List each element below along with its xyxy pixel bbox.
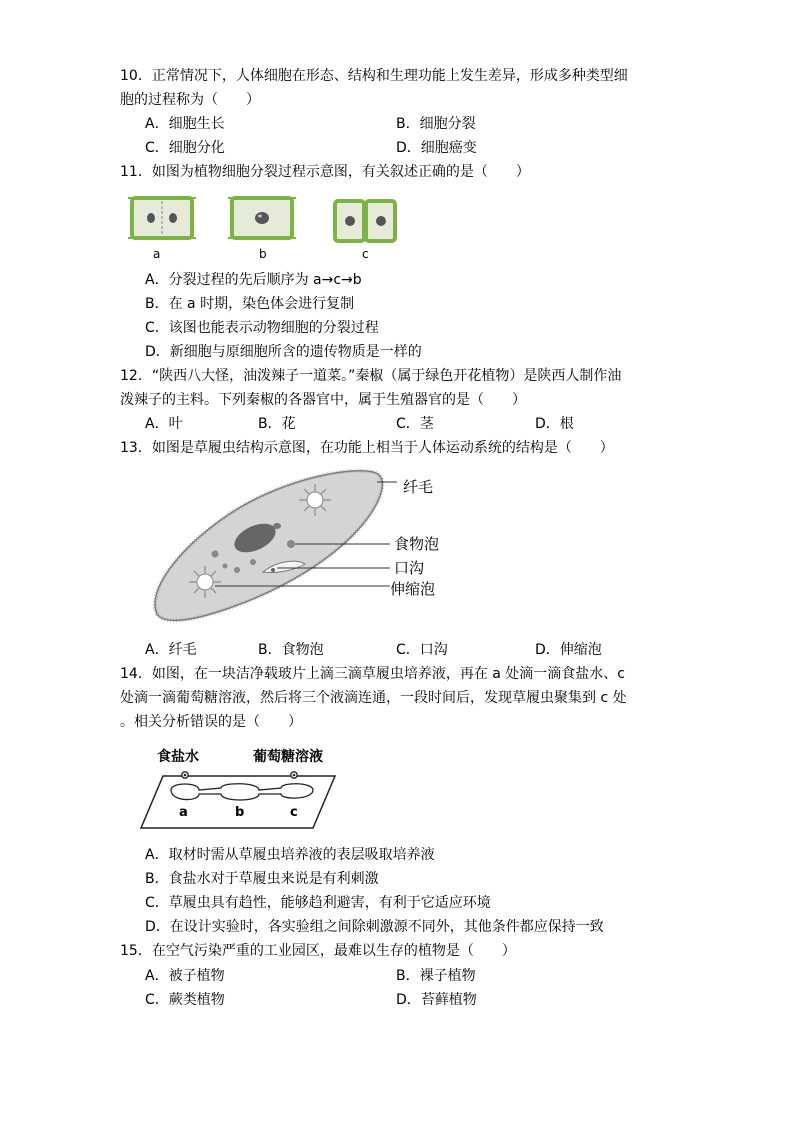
q12-option-c: C．茎 (396, 416, 434, 432)
q10-option-c: C．细胞分化 (145, 140, 225, 156)
q15-stem: 15．在空气污染严重的工业园区，最难以生存的植物是（ ） (120, 943, 516, 959)
q13-option-b: B．食物泡 (258, 642, 324, 658)
label-salt-water: 食盐水 (157, 749, 199, 765)
droplets (171, 784, 313, 800)
slide-experiment-figure (135, 742, 345, 832)
q11-option-b: B．在 a 时期，染色体会进行复制 (145, 296, 355, 312)
q14-stem-line2: 处滴一滴葡萄糖溶液，然后将三个液滴连通，一段时间后，发现草履虫聚集到 c 处 (120, 690, 627, 706)
cell-c-diagram (335, 201, 395, 241)
q14-stem-line3: 。相关分析错误的是（ ） (120, 714, 302, 730)
q10-option-a: A．细胞生长 (145, 116, 225, 132)
q15-option-a: A．被子植物 (145, 968, 225, 984)
q15-option-c: C．蕨类植物 (145, 992, 225, 1008)
q12-stem-line2: 泼辣子的主料。下列秦椒的各器官中，属于生殖器官的是（ ） (120, 392, 526, 408)
q13-stem: 13．如图是草履虫结构示意图，在功能上相当于人体运动系统的结构是（ ） (120, 440, 614, 456)
label-b: b (235, 805, 245, 820)
q12-option-d: D．根 (535, 416, 574, 432)
q14-option-a: A．取材时需从草履虫培养液的表层吸取培养液 (145, 847, 435, 863)
label-contractile-vacuole: 伸缩泡 (390, 580, 436, 598)
q11-stem: 11．如图为植物细胞分裂过程示意图，有关叙述正确的是（ ） (120, 164, 530, 180)
label-a: a (179, 805, 188, 820)
q10-stem-line2: 胞的过程称为（ ） (120, 92, 260, 108)
label-oral-groove: 口沟 (394, 559, 425, 577)
q10-stem-line1: 10．正常情况下，人体细胞在形态、结构和生理功能上发生差异，形成多种类型细 (120, 68, 628, 84)
label-cilia: 纤毛 (403, 478, 434, 496)
cell-b-diagram (228, 198, 296, 238)
label-food-vacuole: 食物泡 (394, 535, 440, 553)
q13-option-a: A．纤毛 (145, 642, 197, 658)
q12-option-a: A．叶 (145, 416, 183, 432)
q14-option-c: C．草履虫具有趋性，能够趋利避害，有利于它适应环境 (145, 895, 491, 911)
label-c: c (290, 805, 298, 820)
paramecium-figure (145, 462, 465, 632)
figure-label-a: a (153, 247, 161, 261)
q15-option-d: D．苔藓植物 (396, 992, 477, 1008)
figure-label-b: b (259, 247, 267, 261)
q11-option-c: C．该图也能表示动物细胞的分裂过程 (145, 320, 379, 336)
q11-option-a: A．分裂过程的先后顺序为 a→c→b (145, 272, 362, 288)
q10-option-b: B．细胞分裂 (396, 116, 476, 132)
q15-option-b: B．裸子植物 (396, 968, 476, 984)
q14-option-d: D．在设计实验时，各实验组之间除刺激源不同外，其他条件都应保持一致 (145, 919, 604, 935)
q13-option-d: D．伸缩泡 (535, 642, 602, 658)
q12-option-b: B．花 (258, 416, 296, 432)
q10-option-d: D．细胞癌变 (396, 140, 477, 156)
q14-stem-line1: 14．如图，在一块洁净载玻片上滴三滴草履虫培养液，再在 a 处滴一滴食盐水、c (120, 666, 625, 682)
label-glucose-solution: 葡萄糖溶液 (253, 749, 323, 765)
q13-option-c: C．口沟 (396, 642, 448, 658)
q11-option-d: D．新细胞与原细胞所含的遗传物质是一样的 (145, 344, 422, 360)
cell-a-diagram (128, 198, 196, 238)
q12-stem-line1: 12．“陕西八大怪，油泼辣子一道菜。”秦椒（属于绿色开花植物）是陕西人制作油 (120, 368, 622, 384)
cell-division-figure (125, 192, 405, 264)
figure-label-c: c (362, 247, 369, 261)
q14-option-b: B．食盐水对于草履虫来说是有利刺激 (145, 871, 379, 887)
